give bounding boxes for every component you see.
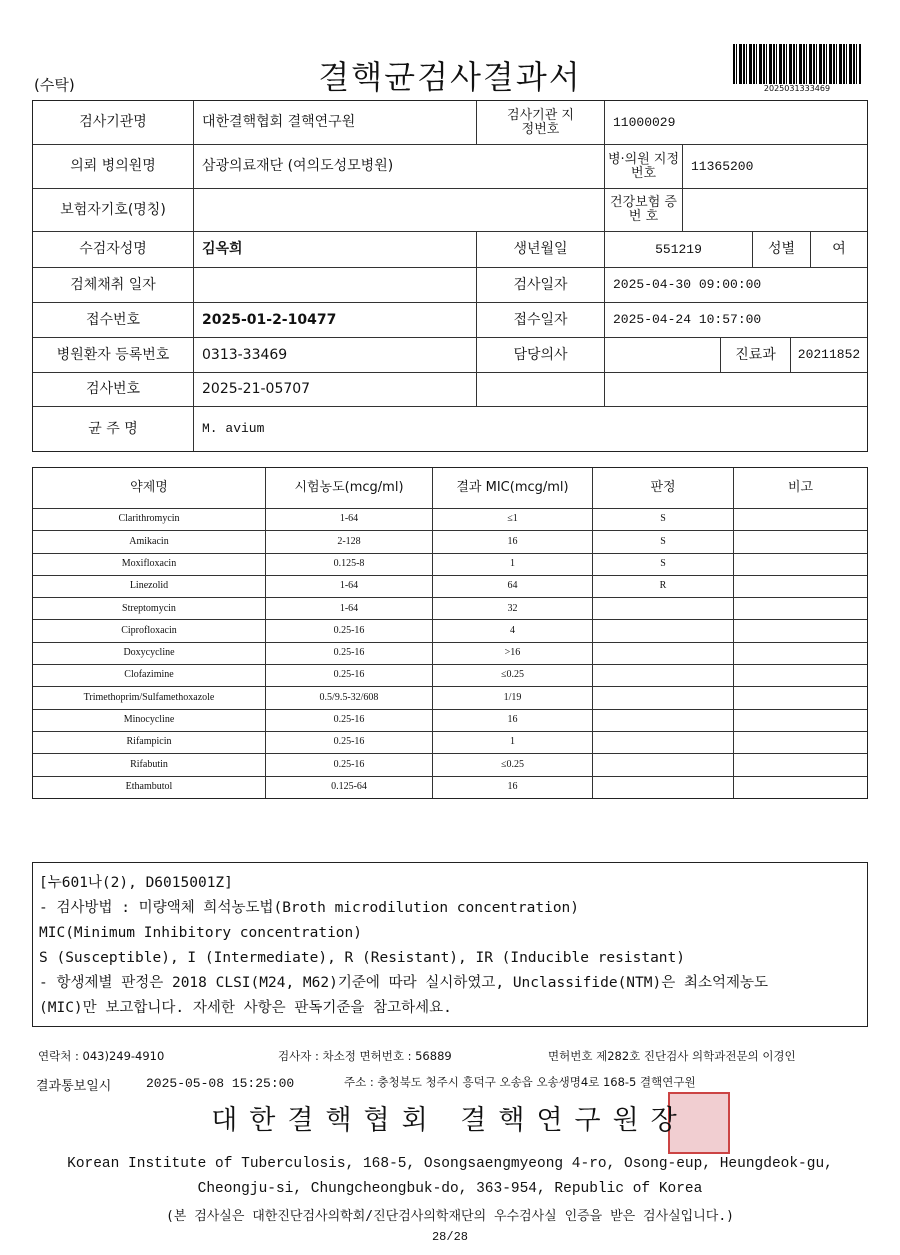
remark [734,554,867,575]
label: 검사번호 [33,373,194,406]
note-line: S (Susceptible), I (Intermediate), R (Resistant), IR (Inducible resistant) [39,950,686,966]
label: 생년월일 [477,232,605,267]
org-signature: 대한결핵협회 결핵연구원장 [211,1105,689,1136]
remark [734,732,867,753]
mic-result: ≤0.25 [433,754,593,775]
table-row [33,754,867,776]
hospital: 삼광의료재단 (여의도성모병원) [194,145,605,188]
note-line: (MIC)만 보고합니다. 자세한 사항은 판독기준을 참고하세요. [39,1000,452,1016]
table-row [33,554,867,576]
table-row [33,665,867,687]
interpretation [593,710,734,731]
patient-info-table [32,100,868,452]
label: 건강보험 증 번 호 [605,189,683,231]
receipt-no: 2025-01-2-10477 [194,303,477,337]
mic-result: 64 [433,576,593,597]
drug-name: Ethambutol [33,777,266,798]
doctor [605,338,721,372]
drug-name: Amikacin [33,531,266,552]
drug-name: Streptomycin [33,598,266,619]
test-range: 1-64 [266,598,433,619]
label: 검체채취 일자 [33,268,194,302]
notes-box [32,862,868,1027]
column-header: 약제명 [33,468,266,508]
insurer [194,189,605,231]
mic-result: 1 [433,554,593,575]
test-range: 2-128 [266,531,433,552]
drug-name: Ciprofloxacin [33,620,266,641]
drug-name: Minocycline [33,710,266,731]
drug-name: Trimethoprim/Sulfamethoxazole [33,687,266,708]
remark [734,598,867,619]
interpretation [593,687,734,708]
remark [734,665,867,686]
susceptibility-table [32,467,868,799]
interpretation [593,665,734,686]
lab-name: 대한결핵협회 결핵연구원 [194,101,477,144]
label: 보험자기호(명칭) [33,189,194,231]
drug-name: Clarithromycin [33,509,266,530]
mic-result: 1 [433,732,593,753]
column-header: 판정 [593,468,734,508]
note-line: [누601나(2), D6015001Z] [39,875,233,891]
test-range: 0.125-8 [266,554,433,575]
consignment-tag: (수탁) [34,76,75,94]
drug-name: Doxycycline [33,643,266,664]
interpretation [593,620,734,641]
interpretation [593,754,734,775]
remark [734,576,867,597]
label: 접수번호 [33,303,194,337]
mic-result: 1/19 [433,687,593,708]
tester: 검사자 : 차소정 면허번호 : 56889 [278,1049,452,1063]
mic-result: 4 [433,620,593,641]
lab-code: 11000029 [613,114,676,130]
remark [734,777,867,798]
note-line: MIC(Minimum Inhibitory concentration) [39,925,363,941]
table-row [33,777,867,798]
label: 성별 [753,232,811,267]
label: 진료과 [721,338,791,372]
label: 검사일자 [477,268,605,302]
specialist: 면허번호 제282호 진단검사 의학과전문의 이경인 [548,1049,796,1063]
mic-result: ≤1 [433,509,593,530]
test-range: 0.5/9.5-32/608 [266,687,433,708]
empty-cell [477,373,605,406]
remark [734,531,867,552]
table-row [33,732,867,754]
test-range: 0.25-16 [266,665,433,686]
test-range: 0.25-16 [266,732,433,753]
interpretation: S [593,509,734,530]
address: 주소 : 충청북도 청주시 흥덕구 오송읍 오송생명4로 168-5 결핵연구원 [344,1075,696,1089]
mic-result: 16 [433,777,593,798]
test-range: 1-64 [266,509,433,530]
column-header: 비고 [787,480,814,496]
remark [734,687,867,708]
drug-name: Rifampicin [33,732,266,753]
test-range: 0.25-16 [266,620,433,641]
empty-cell [605,373,867,406]
report-label: 결과통보일시 [36,1079,112,1094]
table-row [33,509,867,531]
drug-name: Rifabutin [33,754,266,775]
label: 접수일자 [477,303,605,337]
mic-result: 16 [433,531,593,552]
collect-date [194,268,477,302]
label: 수검자성명 [33,232,194,267]
remark [734,643,867,664]
barcode-number: 2025031333469 [763,84,831,93]
department: 20211852 [797,347,861,363]
interpretation [593,732,734,753]
test-range: 1-64 [266,576,433,597]
table-row [33,643,867,665]
test-no: 2025-21-05707 [194,373,477,406]
label: 의뢰 병의원명 [33,145,194,188]
table-header [33,468,867,509]
table-row [33,598,867,620]
insurance-no [683,189,867,231]
interpretation: R [593,576,734,597]
mic-result: >16 [433,643,593,664]
test-range: 0.25-16 [266,710,433,731]
dob: 551219 [605,232,753,267]
note-line: - 검사방법 : 미량액체 희석농도법(Broth microdilution concentration) [39,900,580,916]
english-address-2: Cheongju-si, Chungcheongbuk-do, 363-954, Republic of Korea [197,1181,703,1197]
registration-no: 0313-33469 [194,338,477,372]
table-row [33,620,867,642]
mic-result: ≤0.25 [433,665,593,686]
label: 담당의사 [477,338,605,372]
label: 병·의원 지정번호 [605,145,683,188]
test-range: 0.25-16 [266,643,433,664]
interpretation [593,777,734,798]
table-row [33,576,867,598]
remark [734,620,867,641]
drug-name: Linezolid [33,576,266,597]
remark [734,754,867,775]
note-line: - 항생제별 판정은 2018 CLSI(M24, M62)기준에 따라 실시하였고, Unclassifide(NTM)은 최소억제농도 [39,975,769,991]
test-range: 0.25-16 [266,754,433,775]
interpretation: S [593,554,734,575]
patient-name: 김옥희 [194,232,477,267]
label: 균 주 명 [33,407,194,451]
label: 병원환자 등록번호 [33,338,194,372]
sex: 여 [832,241,846,258]
drug-name: Moxifloxacin [33,554,266,575]
remark [734,710,867,731]
table-row [33,531,867,553]
receipt-date: 2025-04-24 10:57:00 [613,312,762,328]
label: 검사기관 지정번호 [477,101,605,144]
interpretation: S [593,531,734,552]
column-header: 시험농도(mcg/ml) [266,468,433,508]
remark [734,509,867,530]
certification: (본 검사실은 대한진단검사의학회/진단검사의학재단의 우수검사실 인증을 받은 검사실입니다.) [165,1209,735,1224]
table-row [33,687,867,709]
report-time: 2025-05-08 15:25:00 [146,1076,295,1091]
document-title: 결핵균검사결과서 [318,58,582,96]
contact: 연락처 : 043)249-4910 [38,1049,165,1063]
page-number: 28/28 [431,1230,468,1244]
mic-result: 16 [433,710,593,731]
english-address-1: Korean Institute of Tuberculosis, 168-5, Osongsaengmyeong 4-ro, Osong-eup, Heungdeok-gu, [67,1156,833,1172]
organism: M. avium [202,421,265,437]
test-range: 0.125-64 [266,777,433,798]
hospital-code: 11365200 [691,158,754,174]
test-date: 2025-04-30 09:00:00 [613,277,762,293]
column-header: 결과 MIC(mcg/ml) [433,468,593,508]
table-row [33,710,867,732]
drug-name: Clofazimine [33,665,266,686]
mic-result: 32 [433,598,593,619]
interpretation [593,598,734,619]
barcode [733,44,861,84]
interpretation [593,643,734,664]
label: 검사기관명 [33,101,194,144]
